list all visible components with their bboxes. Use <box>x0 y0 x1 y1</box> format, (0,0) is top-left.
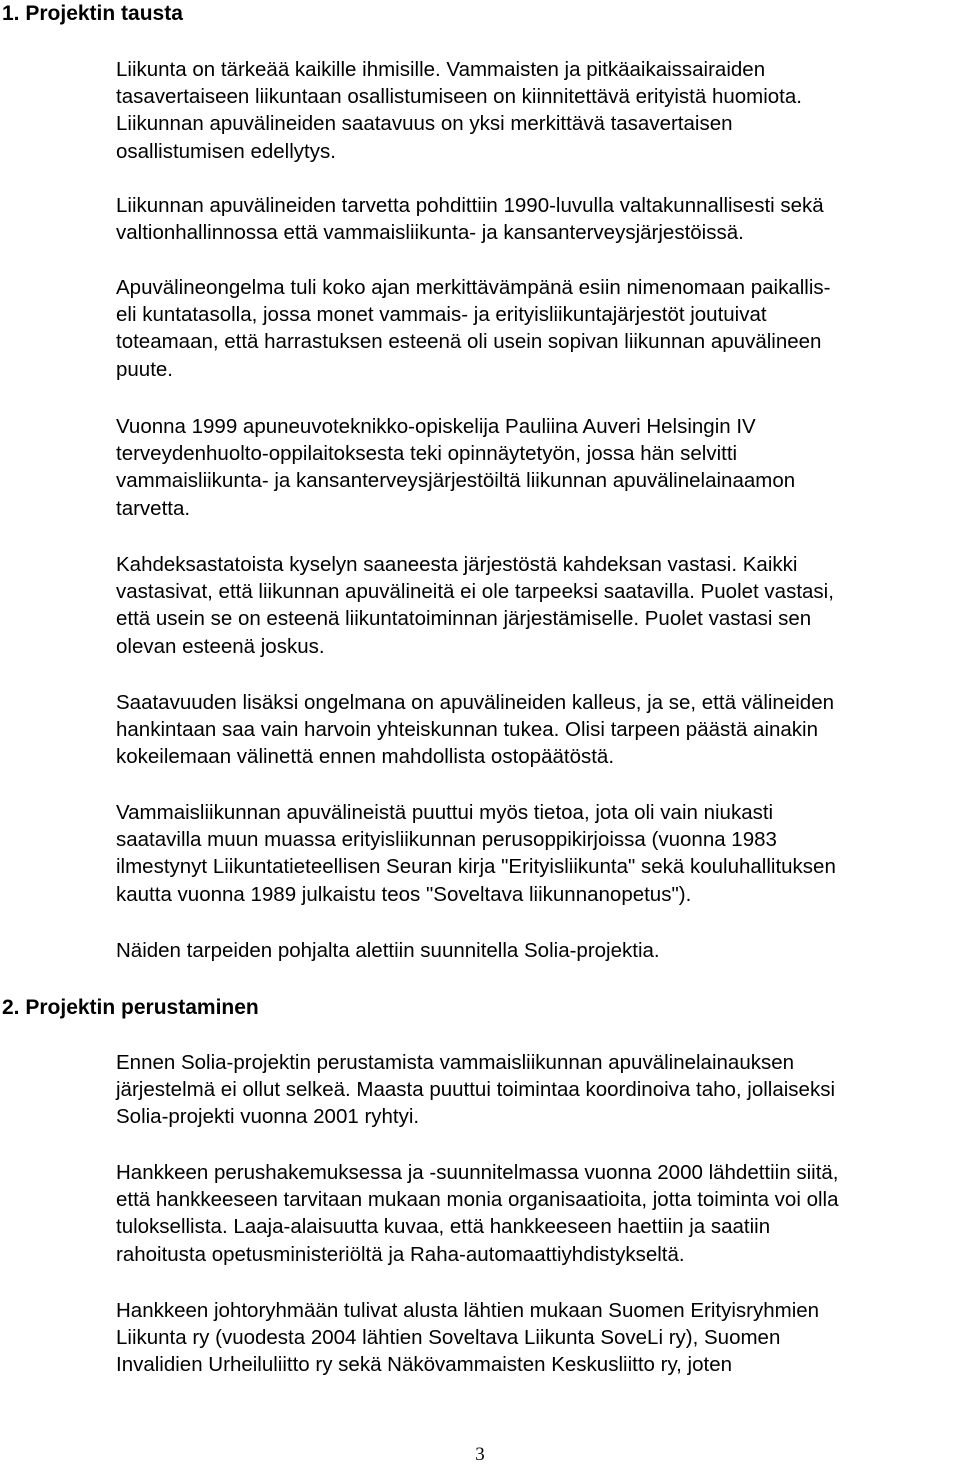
text-line: valtionhallinnossa että vammaisliikunta- ja kansanterveysjärjestöissä. <box>116 221 744 245</box>
text-line: puute. <box>116 357 173 381</box>
text-line: Näiden tarpeiden pohjalta alettiin suunnitella Solia-projektia. <box>116 939 660 962</box>
text-line: tasavertaiseen liikuntaan osallistumiseen on kiinnitettävä erityistä huomiota. <box>116 85 802 109</box>
paragraph <box>116 274 960 383</box>
text-line: Solia-projekti vuonna 2001 ryhtyi. <box>116 1105 420 1129</box>
paragraph <box>116 799 960 908</box>
text-line: että usein se on esteenä liikuntatoiminnan järjestämiselle. Puolet vastasi sen <box>116 607 812 631</box>
paragraph <box>116 551 960 660</box>
section-2-heading: 2. Projektin perustaminen <box>2 996 259 1019</box>
paragraph <box>116 192 960 246</box>
text-line: Liikunnan apuvälineiden saatavuus on yksi merkittävä tasavertaisen <box>116 112 733 136</box>
paragraph <box>116 1049 960 1131</box>
text-line: Apuvälineongelma tuli koko ajan merkittävämpänä esiin nimenomaan paikallis- <box>116 276 831 299</box>
paragraph <box>116 56 960 165</box>
text-line: Liikunta ry (vuodesta 2004 lähtien Soveltava Liikunta SoveLi ry), Suomen <box>116 1326 781 1350</box>
text-line: kokeilemaan välinettä ennen mahdollista ostopäätöstä. <box>116 745 615 769</box>
text-line: ilmestynyt Liikuntatieteellisen Seuran kirja "Erityisliikunta" sekä kouluhallituksen <box>116 855 836 879</box>
paragraph <box>116 1297 960 1379</box>
text-line: eli kuntatasolla, jossa monet vammais- ja erityisliikuntajärjestöt joutuivat <box>116 303 767 327</box>
page-number: 3 <box>475 1444 485 1465</box>
text-line: Saatavuuden lisäksi ongelmana on apuvälineiden kalleus, ja se, että välineiden <box>116 691 834 714</box>
text-line: Liikunnan apuvälineiden tarvetta pohdittiin 1990-luvulla valtakunnallisesti sekä <box>116 194 824 217</box>
text-line: että hankkeeseen tarvitaan mukaan monia organisaatioita, jotta toiminta voi olla <box>116 1188 839 1212</box>
section-1-heading: 1. Projektin tausta <box>2 2 183 25</box>
paragraph <box>116 413 960 522</box>
text-line: järjestelmä ei ollut selkeä. Maasta puuttui toimintaa koordinoiva taho, jollaiseksi <box>116 1078 836 1102</box>
text-line: Vuonna 1999 apuneuvoteknikko-opiskelija Pauliina Auveri Helsingin IV <box>116 415 756 438</box>
text-line: hankintaan saa vain harvoin yhteiskunnan tukea. Olisi tarpeen päästä ainakin <box>116 718 819 742</box>
text-line: tuloksellista. Laaja-alaisuutta kuvaa, että hankkeeseen haettiin ja saatiin <box>116 1215 771 1239</box>
text-line: tarvetta. <box>116 496 191 520</box>
text-line: Hankkeen perushakemuksessa ja -suunnitelmassa vuonna 2000 lähdettiin siitä, <box>116 1161 839 1184</box>
paragraph <box>116 1159 960 1268</box>
text-line: Invalidien Urheiluliitto ry sekä Näkövammaisten Keskusliitto ry, joten <box>116 1353 733 1377</box>
text-line: Ennen Solia-projektin perustamista vammaisliikunnan apuvälinelainauksen <box>116 1051 795 1074</box>
text-line: terveydenhuolto-oppilaitoksesta teki opinnäytetyön, jossa hän selvitti <box>116 442 738 466</box>
text-line: saatavilla muun muassa erityisliikunnan perusoppikirjoissa (vuonna 1983 <box>116 828 777 852</box>
text-line: rahoitusta opetusministeriöltä ja Raha-automaattiyhdistykseltä. <box>116 1242 685 1266</box>
text-line: kautta vuonna 1989 julkaistu teos "Soveltava liikunnanopetus"). <box>116 882 692 906</box>
text-line: vastasivat, että liikunnan apuvälineitä ei ole tarpeeksi saatavilla. Puolet vastasi, <box>116 580 834 604</box>
paragraph <box>116 937 960 964</box>
text-line: toteamaan, että harrastuksen esteenä oli usein sopivan liikunnan apuvälineen <box>116 330 822 354</box>
paragraph <box>116 689 960 771</box>
text-line: vammaisliikunta- ja kansanterveysjärjestöiltä liikunnan apuvälinelainaamon <box>116 469 796 493</box>
text-line: osallistumisen edellytys. <box>116 139 336 163</box>
text-line: olevan esteenä joskus. <box>116 634 325 658</box>
text-line: Vammaisliikunnan apuvälineistä puuttui myös tietoa, jota oli vain niukasti <box>116 801 774 824</box>
text-line: Hankkeen johtoryhmään tulivat alusta lähtien mukaan Suomen Erityisryhmien <box>116 1299 820 1322</box>
text-line: Liikunta on tärkeää kaikille ihmisille. Vammaisten ja pitkäaikaissairaiden <box>116 58 766 81</box>
text-line: Kahdeksastatoista kyselyn saaneesta järjestöstä kahdeksan vastasi. Kaikki <box>116 553 798 576</box>
